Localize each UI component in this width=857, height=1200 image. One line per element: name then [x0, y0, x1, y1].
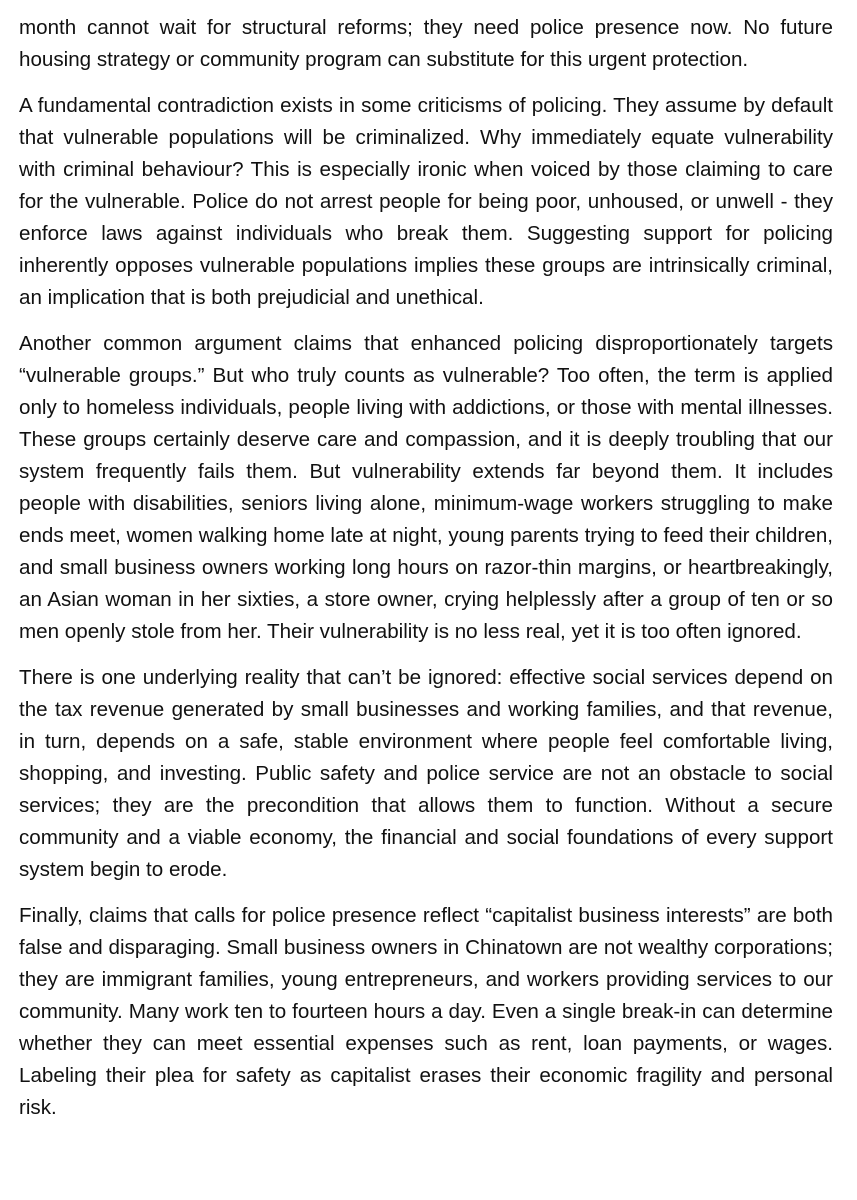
paragraph-contradiction: A fundamental contradiction exists in some criticisms of policing. They assume by default that vulnerable populations will be criminalized. Why immediately equate vulnerability with criminal behaviour? This is especially ironic when voiced by those claiming to care for the vulnerable. Police do not arrest people for being poor, unhoused, or unwell - they enforce laws against individuals who break them. Suggesting support for policing inherently opposes vulnerable populations implies these groups are intrinsically criminal, an implication that is both prejudicial and unethical. [19, 94, 833, 309]
paragraph-social-services: There is one underlying reality that can’t be ignored: effective social services depend on the tax revenue generated by small businesses and working families, and that revenue, in turn, depends on a safe, stable environment where people feel comfortable living, shopping, and investing. Public safety and police service are not an obstacle to social services; they are the precondition that allows them to function. Without a secure community and a viable economy, the financial and social foundations of every support system begin to erode. [19, 666, 833, 881]
paragraph-continued-housing: month cannot wait for structural reforms; they need police presence now. No future housing strategy or community program can substitute for this urgent protection. [19, 16, 833, 71]
paragraph-business-interests: Finally, claims that calls for police presence reflect “capitalist business interests” are both false and disparaging. Small business owners in Chinatown are not wealthy corporations; they are immigrant families, young entrepreneurs, and workers providing services to our community. Many work ten to fourteen hours a day. Even a single break-in can determine whether they can meet essential expenses such as rent, loan payments, or wages. Labeling their plea for safety as capitalist erases their economic fragility and personal risk. [19, 904, 833, 1119]
paragraph-vulnerable-groups: Another common argument claims that enhanced policing disproportionately targets “vulnerable groups.” But who truly counts as vulnerable? Too often, the term is applied only to homeless individuals, people living with addictions, or those with mental illnesses. These groups certainly deserve care and compassion, and it is deeply troubling that our system frequently fails them. But vulnerability extends far beyond them. It includes people with disabilities, seniors living alone, minimum-wage workers struggling to make ends meet, women walking home late at night, young parents trying to feed their children, and small business owners working long hours on razor-thin margins, or heartbreakingly, an Asian woman in her sixties, a store owner, crying helplessly after a group of ten or so men openly stole from her. Their vulnerability is no less real, yet it is too often ignored. [19, 332, 833, 643]
